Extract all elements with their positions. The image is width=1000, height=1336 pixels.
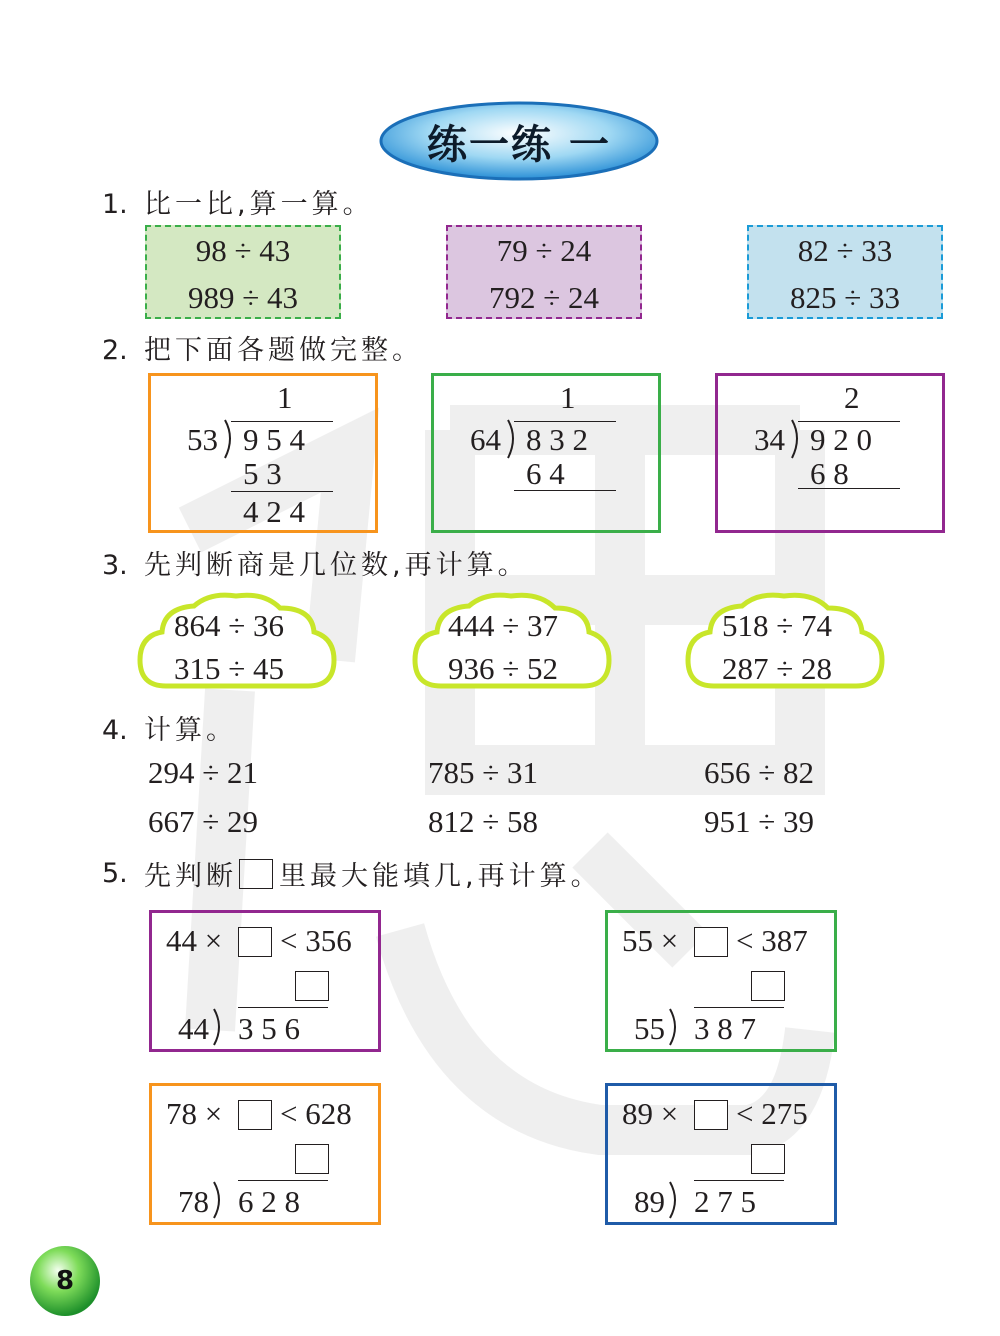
estimate-division-box: [149, 910, 381, 1052]
division-bracket: [668, 1180, 682, 1220]
division-bar: [238, 1007, 328, 1008]
question-4-label: [102, 708, 237, 747]
calc-expression: 656 ÷ 82: [704, 755, 815, 790]
cloud-expression: 518 ÷ 74: [722, 608, 833, 643]
dividend: 8 3 2: [526, 422, 588, 457]
question-number: 2.: [102, 335, 128, 366]
question-5-label: [102, 854, 602, 893]
quotient-blank-input[interactable]: [295, 1144, 329, 1174]
question-2-label: [102, 328, 423, 367]
bound: < 275: [736, 1096, 808, 1131]
divisor: 89: [634, 1184, 665, 1219]
long-division-box: [715, 373, 945, 533]
expression: 825 ÷ 33: [789, 280, 900, 315]
question-3-label: [102, 543, 529, 582]
product: 6 4: [526, 456, 565, 491]
dividend: 3 5 6: [238, 1011, 300, 1046]
calc-expression: 294 ÷ 21: [148, 755, 259, 790]
bound: < 387: [736, 923, 808, 958]
factor: 55 ×: [622, 923, 679, 958]
answer-blank-input[interactable]: [694, 1100, 728, 1130]
dividend: 2 7 5: [694, 1184, 756, 1219]
estimate-division-box: [605, 910, 837, 1052]
division-bracket: [790, 418, 804, 460]
question-text: 比一比,算一算。: [144, 189, 374, 220]
cloud-expression: 444 ÷ 37: [448, 608, 559, 643]
long-division-box: [148, 373, 378, 533]
dividend: 9 2 0: [810, 422, 872, 457]
division-bracket: [223, 418, 237, 460]
division-bar: [238, 1180, 328, 1181]
calc-expression: 951 ÷ 39: [704, 804, 815, 839]
remainder: 4 2 4: [243, 494, 305, 529]
comparison-box: [446, 225, 642, 319]
factor: 44 ×: [166, 923, 223, 958]
product: 5 3: [243, 456, 282, 491]
cloud-expression: 936 ÷ 52: [448, 651, 559, 686]
blank-square-icon: [239, 859, 273, 889]
long-division-box: [431, 373, 661, 533]
question-1-label: [102, 182, 374, 221]
expression: 82 ÷ 33: [797, 233, 893, 268]
divisor: 34: [754, 422, 785, 457]
expression: 989 ÷ 43: [187, 280, 298, 315]
question-text: 先判断: [144, 861, 237, 892]
page-number: 8: [55, 1266, 75, 1296]
dividend: 9 5 4: [243, 422, 305, 457]
quotient: 1: [560, 380, 576, 415]
answer-blank-input[interactable]: [238, 927, 272, 957]
calc-expression: 667 ÷ 29: [148, 804, 259, 839]
calc-expression: 785 ÷ 31: [428, 755, 539, 790]
question-text: 把下面各题做完整。: [144, 335, 423, 366]
dividend: 6 2 8: [238, 1184, 300, 1219]
question-text: 先判断商是几位数,再计算。: [144, 550, 529, 581]
comparison-box: [145, 225, 341, 319]
divisor: 53: [187, 422, 218, 457]
divisor: 44: [178, 1011, 209, 1046]
answer-blank-input[interactable]: [238, 1100, 272, 1130]
answer-blank-input[interactable]: [694, 927, 728, 957]
bound: < 628: [280, 1096, 352, 1131]
expression: 98 ÷ 43: [195, 233, 291, 268]
factor: 78 ×: [166, 1096, 223, 1131]
quotient-blank-input[interactable]: [751, 971, 785, 1001]
question-number: 1.: [102, 189, 128, 220]
division-bar: [694, 1180, 784, 1181]
division-bar: [694, 1007, 784, 1008]
question-text: 里最大能填几,再计算。: [279, 861, 602, 892]
subtraction-line: [798, 488, 900, 489]
bound: < 356: [280, 923, 352, 958]
comparison-box: [747, 225, 943, 319]
division-bracket: [506, 418, 520, 460]
quotient-blank-input[interactable]: [751, 1144, 785, 1174]
estimate-division-box: [605, 1083, 837, 1225]
subtraction-line: [231, 491, 333, 492]
calc-expression: 812 ÷ 58: [428, 804, 539, 839]
cloud-expression: 864 ÷ 36: [174, 608, 285, 643]
cloud-expression: 315 ÷ 45: [174, 651, 285, 686]
page-title: 练一练 一: [427, 121, 611, 168]
subtraction-line: [514, 490, 616, 491]
divisor: 78: [178, 1184, 209, 1219]
question-number: 3.: [102, 550, 128, 581]
product: 6 8: [810, 456, 849, 491]
quotient: 1: [277, 380, 293, 415]
question-text: 计算。: [144, 715, 237, 746]
expression: 792 ÷ 24: [488, 280, 599, 315]
quotient-blank-input[interactable]: [295, 971, 329, 1001]
division-bracket: [212, 1180, 226, 1220]
division-bracket: [212, 1007, 226, 1047]
divisor: 55: [634, 1011, 665, 1046]
factor: 89 ×: [622, 1096, 679, 1131]
dividend: 3 8 7: [694, 1011, 756, 1046]
estimate-division-box: [149, 1083, 381, 1225]
cloud-expression: 287 ÷ 28: [722, 651, 833, 686]
divisor: 64: [470, 422, 501, 457]
quotient: 2: [844, 380, 860, 415]
expression: 79 ÷ 24: [496, 233, 592, 268]
question-number: 5.: [102, 858, 128, 889]
question-number: 4.: [102, 715, 128, 746]
division-bracket: [668, 1007, 682, 1047]
